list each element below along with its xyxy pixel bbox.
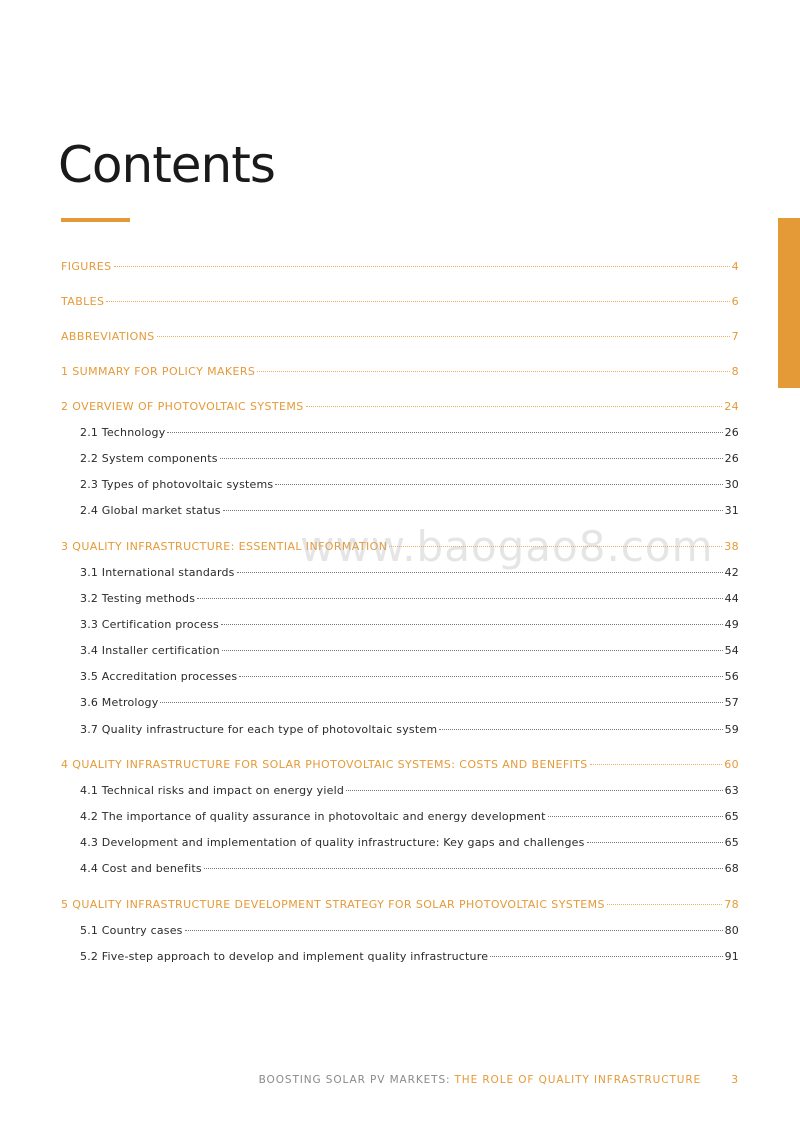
toc-entry-page-number: 44 [724, 592, 739, 605]
toc-subsection-entry[interactable] [80, 695, 739, 711]
toc-entry-page-number: 31 [724, 504, 739, 517]
toc-dot-leader [607, 904, 722, 905]
page-title: Contents [58, 136, 275, 194]
toc-entry-page-number: 24 [724, 400, 739, 413]
toc-entry-page-number: 26 [724, 452, 739, 465]
toc-entry-page-number: 59 [724, 723, 739, 736]
toc-subsection-entry[interactable] [80, 451, 739, 467]
toc-entry-page-number: 42 [724, 566, 739, 579]
toc-subsection-entry[interactable] [80, 643, 739, 659]
toc-section-entry[interactable] [61, 329, 739, 345]
toc-dot-leader [239, 676, 722, 677]
toc-subsection-entry[interactable] [80, 923, 739, 939]
toc-entry-page-number: 38 [724, 540, 739, 553]
chapter-side-tab [778, 218, 800, 388]
toc-entry-page-number: 63 [724, 784, 739, 797]
toc-dot-leader [222, 650, 723, 651]
toc-dot-leader [257, 371, 729, 372]
toc-entry-label: 5 QUALITY INFRASTRUCTURE DEVELOPMENT STRATEGY FOR SOLAR PHOTOVOLTAIC SYSTEMS [61, 898, 605, 911]
toc-subsection-entry[interactable] [80, 617, 739, 633]
toc-subsection-entry[interactable] [80, 669, 739, 685]
toc-entry-page-number: 91 [724, 950, 739, 963]
toc-subsection-entry[interactable] [80, 477, 739, 493]
toc-entry-label: TABLES [61, 295, 105, 308]
toc-entry-page-number: 65 [724, 836, 739, 849]
toc-entry-page-number: 7 [731, 330, 739, 343]
toc-dot-leader [237, 572, 723, 573]
toc-entry-page-number: 30 [724, 478, 739, 491]
toc-dot-leader [346, 790, 723, 791]
toc-entry-label: 2.1 Technology [80, 426, 166, 439]
toc-dot-leader [204, 868, 723, 869]
page-footer [259, 1073, 739, 1086]
toc-dot-leader [490, 956, 722, 957]
toc-section-entry[interactable] [61, 399, 739, 415]
toc-subsection-entry[interactable] [80, 591, 739, 607]
toc-entry-label: 4.1 Technical risks and impact on energy yield [80, 784, 345, 797]
toc-subsection-entry[interactable] [80, 503, 739, 519]
toc-entry-label: 3 QUALITY INFRASTRUCTURE: ESSENTIAL INFORMATION [61, 540, 388, 553]
toc-entry-label: 5.1 Country cases [80, 924, 183, 937]
toc-dot-leader [548, 816, 723, 817]
toc-dot-leader [220, 458, 723, 459]
toc-entry-page-number: 68 [724, 862, 739, 875]
toc-section-entry[interactable] [61, 897, 739, 913]
toc-dot-leader [106, 301, 729, 302]
toc-entry-page-number: 78 [724, 898, 739, 911]
toc-entry-label: ABBREVIATIONS [61, 330, 155, 343]
toc-section-entry[interactable] [61, 294, 739, 310]
toc-dot-leader [221, 624, 723, 625]
toc-entry-label: 2.3 Types of photovoltaic systems [80, 478, 274, 491]
toc-dot-leader [185, 930, 723, 931]
toc-dot-leader [306, 406, 723, 407]
toc-dot-leader [167, 432, 722, 433]
toc-entry-page-number: 26 [724, 426, 739, 439]
toc-entry-label: 4.2 The importance of quality assurance in photovoltaic and energy development [80, 810, 546, 823]
footer-report-title: BOOSTING SOLAR PV MARKETS: [258, 1074, 451, 1086]
footer-report-subtitle: THE ROLE OF QUALITY INFRASTRUCTURE [454, 1074, 702, 1086]
toc-dot-leader [439, 729, 722, 730]
toc-entry-page-number: 8 [731, 365, 739, 378]
toc-dot-leader [160, 702, 722, 703]
toc-subsection-entry[interactable] [80, 809, 739, 825]
toc-entry-label: 3.3 Certification process [80, 618, 219, 631]
toc-entry-label: 4 QUALITY INFRASTRUCTURE FOR SOLAR PHOTOVOLTAIC SYSTEMS: COSTS AND BENEFITS [61, 758, 588, 771]
toc-dot-leader [590, 764, 723, 765]
toc-subsection-entry[interactable] [80, 861, 739, 877]
toc-dot-leader [275, 484, 722, 485]
toc-dot-leader [197, 598, 722, 599]
table-of-contents [61, 0, 739, 1132]
toc-entry-label: 3.4 Installer certification [80, 644, 220, 657]
toc-section-entry[interactable] [61, 539, 739, 555]
toc-entry-page-number: 49 [724, 618, 739, 631]
toc-entry-label: FIGURES [61, 260, 112, 273]
toc-entry-page-number: 4 [731, 260, 739, 273]
toc-entry-label: 3.6 Metrology [80, 696, 159, 709]
toc-dot-leader [157, 336, 730, 337]
toc-entry-label: 3.5 Accreditation processes [80, 670, 238, 683]
toc-subsection-entry[interactable] [80, 835, 739, 851]
toc-entry-label: 4.4 Cost and benefits [80, 862, 202, 875]
toc-entry-page-number: 60 [724, 758, 739, 771]
toc-entry-page-number: 65 [724, 810, 739, 823]
toc-entry-label: 2 OVERVIEW OF PHOTOVOLTAIC SYSTEMS [61, 400, 304, 413]
toc-entry-page-number: 56 [724, 670, 739, 683]
footer-page-number: 3 [731, 1073, 739, 1086]
toc-subsection-entry[interactable] [80, 949, 739, 965]
toc-entry-label: 3.1 International standards [80, 566, 235, 579]
toc-entry-label: 2.4 Global market status [80, 504, 221, 517]
toc-dot-leader [223, 510, 723, 511]
toc-section-entry[interactable] [61, 757, 739, 773]
toc-entry-page-number: 6 [731, 295, 739, 308]
toc-section-entry[interactable] [61, 259, 739, 275]
toc-entry-page-number: 57 [724, 696, 739, 709]
watermark: www.baogao8.com [300, 522, 714, 571]
toc-dot-leader [114, 266, 730, 267]
toc-entry-label: 5.2 Five-step approach to develop and implement quality infrastructure [80, 950, 489, 963]
toc-subsection-entry[interactable] [80, 783, 739, 799]
toc-entry-label: 2.2 System components [80, 452, 218, 465]
toc-entry-page-number: 80 [724, 924, 739, 937]
toc-subsection-entry[interactable] [80, 722, 739, 738]
toc-dot-leader [389, 546, 722, 547]
toc-entry-label: 3.2 Testing methods [80, 592, 196, 605]
toc-dot-leader [587, 842, 723, 843]
toc-entry-label: 3.7 Quality infrastructure for each type of photovoltaic system [80, 723, 438, 736]
toc-subsection-entry[interactable] [80, 425, 739, 441]
toc-entry-label: 1 SUMMARY FOR POLICY MAKERS [61, 365, 256, 378]
toc-entry-label: 4.3 Development and implementation of quality infrastructure: Key gaps and challenges [80, 836, 585, 849]
toc-subsection-entry[interactable] [80, 565, 739, 581]
toc-section-entry[interactable] [61, 364, 739, 380]
toc-entry-page-number: 54 [724, 644, 739, 657]
